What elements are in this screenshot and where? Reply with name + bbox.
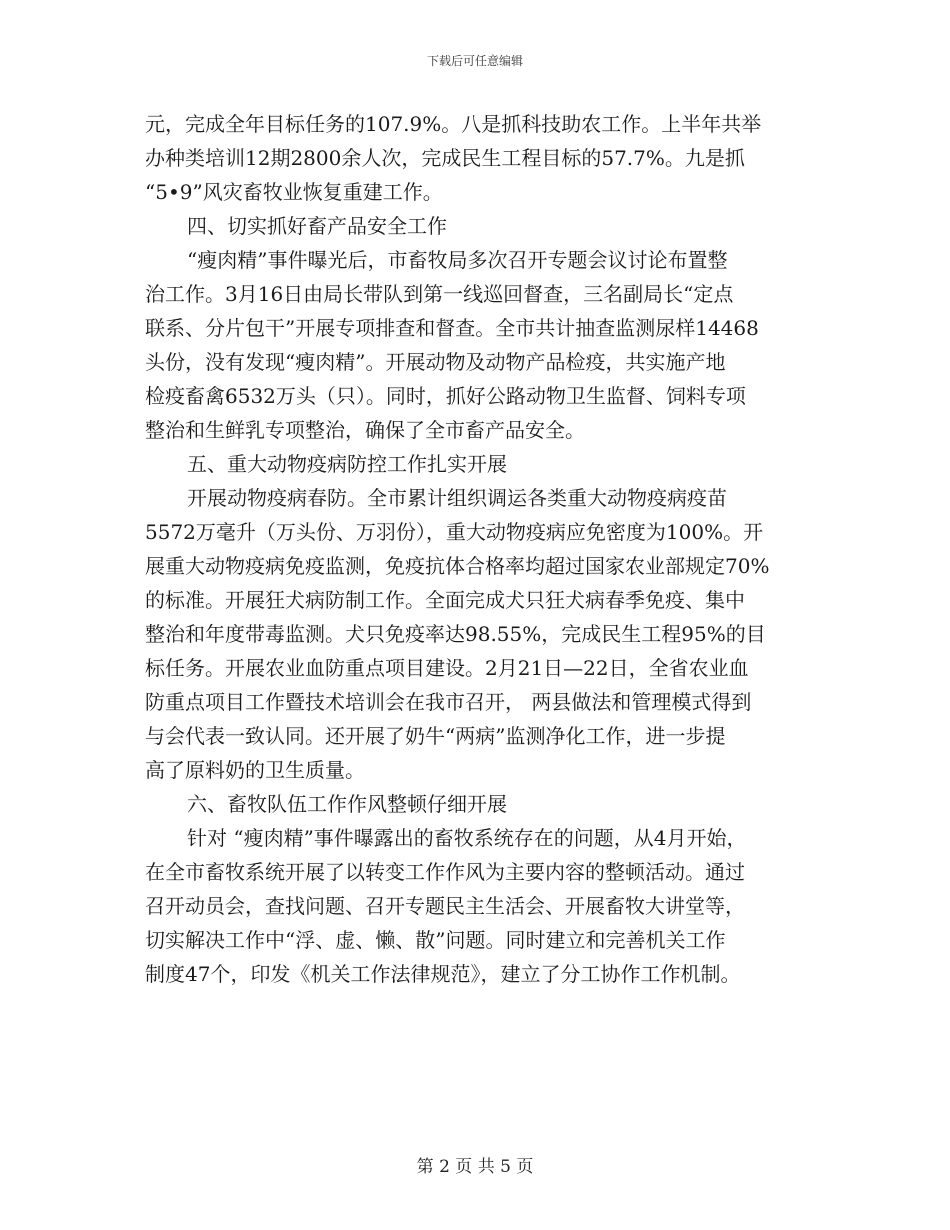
- text-line: 开展动物疫病春防。全市累计组织调运各类重大动物疫病疫苗: [187, 486, 727, 510]
- text-line: “5•9”风灾畜牧业恢复重建工作。: [145, 180, 443, 204]
- text-line: 切实解决工作中“浮、虚、懒、散”问题。同时建立和完善机关工作: [145, 928, 726, 952]
- text-line: 整治和年度带毒监测。犬只免疫率达98.55%，完成民生工程95%的目: [145, 622, 766, 646]
- text-line: 制度47个，印发《机关工作法律规范》，建立了分工协作工作机制。: [145, 962, 741, 986]
- text-line: 整治和生鲜乳专项整治，确保了全市畜产品安全。: [145, 418, 585, 442]
- text-line: 针对 “瘦肉精”事件曝露出的畜牧系统存在的问题，从4月开始，: [187, 826, 747, 850]
- text-line: 四、切实抓好畜产品安全工作: [187, 214, 447, 238]
- text-line: 与会代表一致认同。还开展了奶牛“两病”监测净化工作，进一步提: [145, 724, 726, 748]
- text-line: 治工作。3月16日由局长带队到第一线巡回督查，三名副局长“定点: [145, 282, 734, 306]
- text-line: 防重点项目工作暨技术培训会在我市召开， 两县做法和管理模式得到: [145, 690, 752, 714]
- text-line: “瘦肉精”事件曝光后，市畜牧局多次召开专题会议讨论布置整: [187, 248, 728, 272]
- page-footer: 第 2 页 共 5 页: [416, 1157, 534, 1177]
- text-line: 标任务。开展农业血防重点项目建设。2月21日—22日，全省农业血: [145, 656, 749, 680]
- page-header: 下载后可任意编辑: [426, 54, 523, 68]
- text-line: 在全市畜牧系统开展了以转变工作作风为主要内容的整顿活动。通过: [145, 860, 745, 884]
- text-line: 联系、分片包干”开展专项排查和督查。全市共计抽查监测尿样14468: [145, 316, 759, 340]
- text-line: 5572万毫升（万头份、万羽份），重大动物疫病应免密度为100%。开: [145, 520, 764, 544]
- text-line: 元，完成全年目标任务的107.9%。八是抓科技助农工作。上半年共举: [145, 112, 762, 136]
- text-line: 检疫畜禽6532万头（只）。同时，抓好公路动物卫生监督、饲料专项: [145, 384, 746, 408]
- text-line: 的标准。开展狂犬病防制工作。全面完成犬只狂犬病春季免疫、集中: [145, 588, 745, 612]
- document-body: [145, 110, 805, 994]
- text-line: 展重大动物疫病免疫监测，免疫抗体合格率均超过国家农业部规定70%: [145, 554, 770, 578]
- text-line: 头份，没有发现“瘦肉精”。开展动物及动物产品检疫，共实施产地: [145, 350, 726, 374]
- text-line: 六、畜牧队伍工作作风整顿仔细开展: [187, 792, 507, 816]
- text-line: 五、重大动物疫病防控工作扎实开展: [187, 452, 507, 476]
- text-line: 召开动员会，查找问题、召开专题民主生活会、开展畜牧大讲堂等，: [145, 894, 745, 918]
- text-line: 高了原料奶的卫生质量。: [145, 758, 365, 782]
- text-line: 办种类培训12期2800余人次，完成民生工程目标的57.7%。九是抓: [145, 146, 745, 170]
